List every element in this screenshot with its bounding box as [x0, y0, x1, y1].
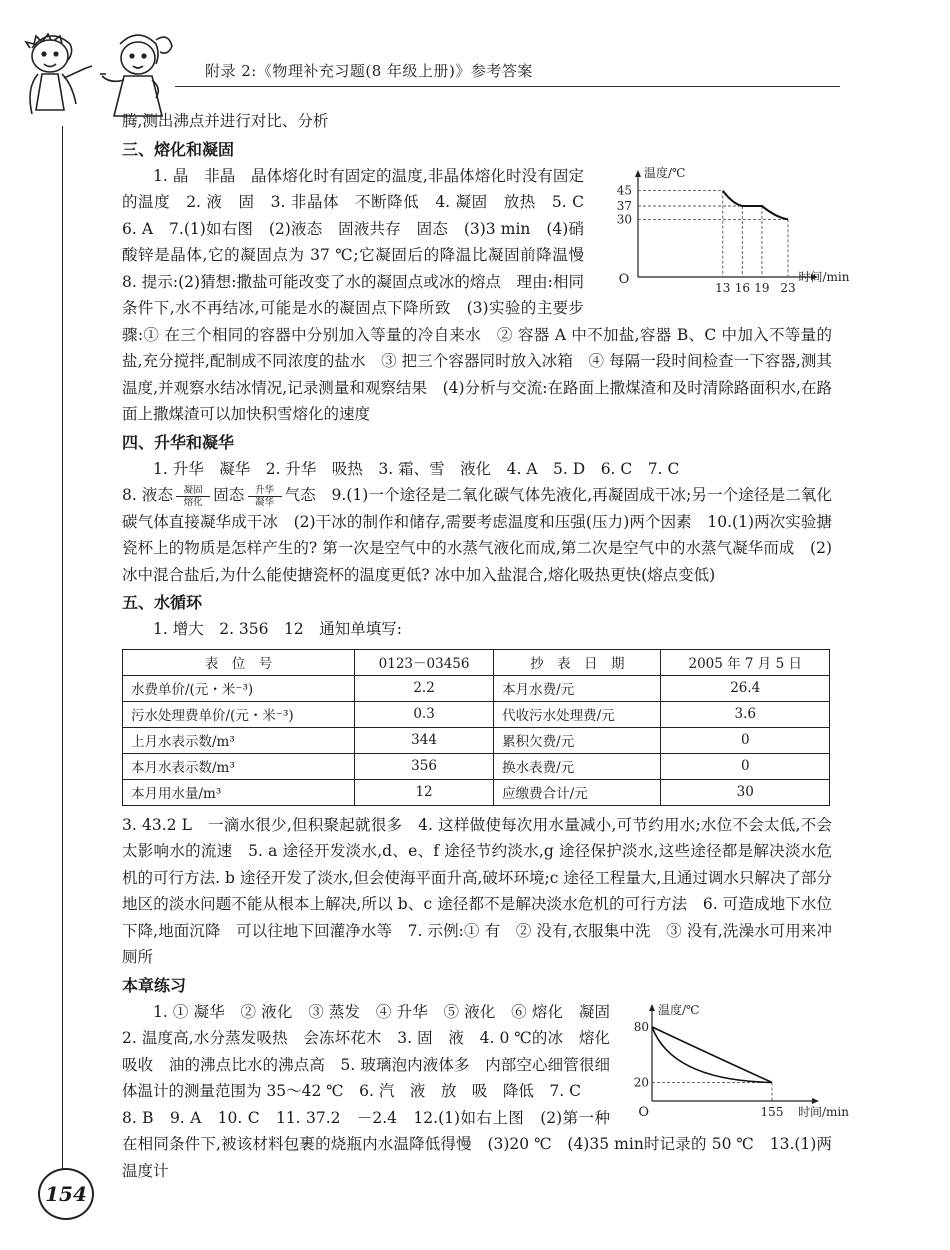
formula-bottom-label: 熔化: [183, 496, 203, 508]
table-row: [123, 675, 830, 701]
table-cell: 26.4: [661, 675, 830, 701]
table-cell: 抄 表 日 期: [494, 649, 661, 675]
table-cell: 30: [661, 779, 830, 805]
table-cell: 2.2: [354, 675, 493, 701]
table-row: [123, 649, 830, 675]
y-tick-label: 37: [616, 198, 632, 213]
origin-label: O: [618, 271, 630, 287]
y-axis-label: 温度/℃: [658, 1002, 700, 1017]
page-number: 154: [38, 1168, 94, 1220]
x-tick-label: 23: [780, 280, 796, 295]
table-cell: 本月水表示数/m³: [123, 753, 355, 779]
table-cell: 污水处理费单价/(元・米⁻³): [123, 701, 355, 727]
y-tick-label: 80: [633, 1019, 649, 1034]
x-tick-label: 19: [754, 280, 770, 295]
x-tick-label: 16: [734, 280, 750, 295]
section3-text: 1. 晶 非晶 晶体熔化时有固定的温度,非晶体熔化时没有固定的温度 2. 液 固 3. 非晶体 不断降低 4. 凝固 放热 5. C 6. A 7.(1)如右图 (2)液态 固液共存 固态 (3)3 min (4)硝酸锌是晶体,它的凝固点为 37 ℃;它凝固后的降温比凝固前降温慢 8. 提示:(2)猜想:撒盐可能改变了水的凝固点或冰的熔点 理由:相同条件下,水不再结冰,可能是水的凝固点下降所致 (3)实验的主要步骤:① 在三个相同的容器中分别加入等量的冷自来水 ② 容器 A 中不加盐,容器 B、C 中加入不等量的盐,充分搅拌,配制成不同浓度的盐水 ③ 把三个容器同时放入冰箱 ④ 每隔一段时间检查一下容器,测其温度,并观察水结冰情况,记录测量和观察结果 (4)分析与交流:在路面上撒煤渣和及时清除路面积水,在路面上撒煤渣可以加快积雪熔化的速度: [122, 166, 832, 423]
table-row: [123, 727, 830, 753]
table-cell: 本月水费/元: [494, 675, 661, 701]
y-tick-label: 30: [616, 211, 632, 226]
section4-line1: 1. 升华 凝华 2. 升华 吸热 3. 霜、雪 液化 4. A 5. D 6. C 7. C: [153, 459, 680, 478]
table-cell: 0: [661, 727, 830, 753]
table-cell: 356: [354, 753, 493, 779]
table-cell: 代收污水处理费/元: [494, 701, 661, 727]
section4-rest: 9.(1)一个途径是二氧化碳气体先液化,再凝固成干冰;另一个途径是二氧化碳气体直接凝华成干冰 (2)干冰的制作和储存,需要考虑温度和压强(压力)两个因素 10.(1)两次实验搪瓷杯上的物质是怎样产生的? 第一次是空气中的水蒸气液化而成,第二次是空气中的水蒸气凝华而成 (2)冰中混合盐后,为什么能使搪瓷杯的温度更低? 冰中加入盐混合,熔化吸热更快(熔点变低): [122, 486, 832, 584]
x-axis-label: 时间/min: [798, 1104, 849, 1119]
header-rule: [175, 86, 840, 87]
table-cell: 0: [661, 753, 830, 779]
margin-line: [62, 126, 63, 1186]
section-heading-sublimation: 四、升华和凝华: [122, 432, 235, 452]
table-cell: 0123－03456: [354, 649, 493, 675]
q8-mid: 固态: [213, 486, 245, 504]
table-cell: 本月用水量/m³: [123, 779, 355, 805]
y-axis-arrow: [635, 170, 641, 177]
formula-bottom-label: 凝华: [254, 496, 274, 508]
melting-chart: [596, 165, 850, 299]
section-heading-water-cycle: 五、水循环: [122, 593, 203, 612]
review-tail: 8. B 9. A 10. C 11. 37.2 －2.4 12.(1)如右上图 (2)第一种 在相同条件下,被该材料包裹的烧瓶内水温降低得慢 (3)20 ℃ (4)35 min时记录的 50 ℃ 13.(1)两温度计: [122, 1108, 832, 1180]
x-tick-label: 13: [715, 280, 731, 295]
y-axis-label: 温度/℃: [644, 165, 686, 180]
table-cell: 12: [354, 779, 493, 805]
x-axis-label: 时间/min: [798, 269, 850, 284]
review-text: 1. ① 凝华 ② 液化 ③ 蒸发 ④ 升华 ⑤ 液化 ⑥ 熔化 凝固 2. 温度高,水分蒸发吸热 会冻坏花木 3. 固 液 4. 0 ℃的冰 熔化 吸收 油的沸点比水的沸点高 5. 玻璃泡内液体多 内部空心细管很细 体温计的测量范围为 35～42 ℃ 6. 汽 液 放 吸 降低 7. C: [122, 1002, 626, 1100]
table-row: [123, 753, 830, 779]
section5-after: 3. 43.2 L 一滴水很少,但积聚起就很多 4. 这样做使每次用水量减小,可节约用水;水位不会太低,不会太影响水的流速 5. a 途径开发淡水,d、e、f 途径节约淡水,g 途径保护淡水,这些途径都是解决淡水危机的可行方法. b 途径开发了淡水,但会使海平面升高,破坏环境;c 途径工程量大,且通过调水只解决了部分地区的淡水问题不能从根本上解决,所以 b、c 途径都不是解决淡水危机的可行方法 6. 可造成地下水位下降,地面沉降 可以往地下回灌净水等 7. 示例:① 有 ② 没有,衣服集中洗 ③ 没有,洗澡水可用来冲厕所: [122, 815, 832, 966]
x-tick-label: 155: [760, 1104, 784, 1119]
table-cell: 344: [354, 727, 493, 753]
section-heading-melting: 三、熔化和凝固: [122, 139, 235, 159]
table-cell: 应缴费合计/元: [494, 779, 661, 805]
cooling-chart-svg: [622, 1001, 849, 1120]
melting-curve: [723, 190, 788, 219]
table-row: [123, 779, 830, 805]
origin-label: O: [638, 1104, 649, 1120]
q8-prefix: 8. 液态: [122, 486, 174, 504]
table-cell: 水费单价/(元・米⁻³): [123, 675, 355, 701]
formula-top-label: 升华: [254, 484, 274, 496]
table-cell: 2005 年 7 月 5 日: [661, 649, 830, 675]
table-cell: 表 位 号: [123, 649, 355, 675]
formula-sublimate: [247, 485, 283, 508]
table-row: [123, 701, 830, 727]
formula-freeze-melt: [175, 485, 211, 508]
water-bill-table: [122, 649, 830, 806]
y-tick-label: 20: [633, 1074, 649, 1089]
formula-top-label: 凝固: [183, 484, 203, 496]
q8-end: 气态: [284, 486, 316, 504]
table-cell: 上月水表示数/m³: [123, 727, 355, 753]
y-tick-label: 45: [616, 183, 632, 198]
answer-content: [122, 108, 850, 1184]
cooling-chart: [622, 1001, 849, 1123]
table-cell: 0.3: [354, 701, 493, 727]
section5-line1: 1. 增大 2. 356 12 通知单填写:: [153, 620, 402, 638]
page-header-title: 附录 2:《物理补充习题(8 年级上册)》参考答案: [205, 62, 533, 80]
table-cell: 累积欠费/元: [494, 727, 661, 753]
melting-chart-svg: [596, 165, 850, 295]
section-heading-review: 本章练习: [122, 975, 187, 995]
y-axis-arrow: [649, 1004, 655, 1011]
x-axis-arrow: [812, 1098, 819, 1104]
table-cell: 换水表费/元: [494, 753, 661, 779]
table-cell: 3.6: [661, 701, 830, 727]
section4-text: [122, 482, 832, 588]
intro-text: 腾,测出沸点并进行对比、分析: [122, 112, 329, 130]
